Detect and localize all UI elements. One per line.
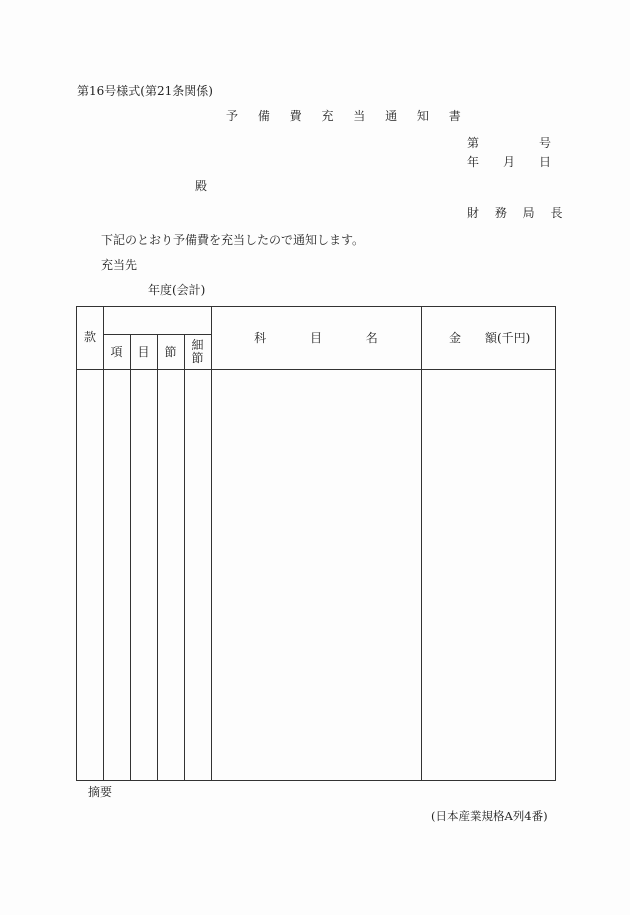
header-amount-2: 額(千円) — [485, 331, 531, 345]
subheader-divider — [103, 334, 211, 335]
col-divider — [103, 307, 104, 780]
paper-size-note: (日本産業規格A列4番) — [431, 809, 548, 823]
allocation-table — [76, 306, 556, 781]
number-suffix: 号 — [539, 136, 552, 150]
remarks-label: 摘要 — [88, 785, 113, 799]
header-account-name: 科 目 名 — [254, 331, 378, 345]
date-month: 月 — [503, 155, 516, 169]
addressee-suffix: 殿 — [195, 179, 208, 193]
header-moku: 目 — [137, 345, 150, 359]
header-bottom-divider — [77, 369, 555, 370]
date-year: 年 — [467, 155, 480, 169]
col-divider — [184, 334, 185, 780]
header-kan: 款 — [83, 330, 96, 344]
header-saisetsu-1: 細 — [191, 338, 204, 352]
document-title: 予 備 費 充 当 通 知 書 — [226, 109, 469, 123]
fiscal-year-label: 年度(会計) — [148, 283, 206, 297]
body-text: 下記のとおり予備費を充当したので通知します。 — [101, 233, 365, 247]
col-divider — [130, 334, 131, 780]
date-day: 日 — [539, 155, 552, 169]
col-divider — [157, 334, 158, 780]
header-kou: 項 — [110, 345, 123, 359]
header-saisetsu-2: 節 — [191, 351, 204, 365]
number-prefix: 第 — [467, 136, 480, 150]
allocation-label: 充当先 — [101, 258, 138, 272]
col-divider — [421, 307, 422, 780]
header-amount-1: 金 — [449, 331, 462, 345]
col-divider — [211, 307, 212, 780]
issuer: 財 務 局 長 — [467, 206, 569, 220]
header-setsu: 節 — [164, 345, 177, 359]
form-number: 第16号様式(第21条関係) — [77, 84, 213, 98]
